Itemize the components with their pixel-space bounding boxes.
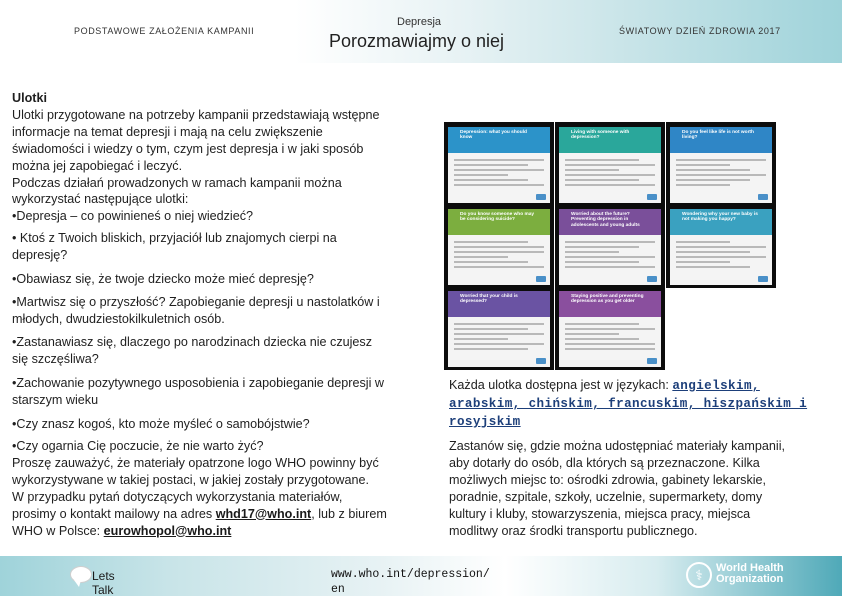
leaflet-title: Living with someone with depression?	[571, 130, 630, 141]
bullet-line: • Ktoś z Twoich bliskich, przyjaciół lub znajomych cierpi na	[12, 231, 337, 245]
campaign-basics-label: PODSTAWOWE ZAŁOŻENIA KAMPANII	[74, 26, 255, 36]
leaflet-card	[559, 291, 661, 367]
leaflet-band	[670, 209, 772, 235]
leaflet-thumbnail[interactable]	[666, 204, 776, 288]
distribution-line: możliwych miejsc to: ośrodki zdrowia, gabinety lekarskie,	[449, 472, 767, 487]
note-line: W przypadku pytań dotyczących wykorzystania materiałów,	[12, 489, 343, 504]
note-line: wykorzystywane w takiej postaci, w jakiej zostały przygotowane.	[12, 472, 369, 487]
leaflet-title: Do you feel like life is not worth living?	[682, 130, 754, 141]
leaflet-card	[670, 127, 772, 203]
leaflets-intro	[12, 90, 430, 225]
leaflet-text-lines	[454, 241, 544, 271]
leaflet-bullet	[12, 294, 430, 328]
leaflet-thumbnail[interactable]	[444, 122, 554, 206]
who-logo-icon	[647, 276, 657, 282]
intro-line: wykorzystać następujące ulotki:	[12, 192, 189, 207]
note-text: , lub z biurem	[311, 506, 387, 521]
bullet-line: się szczęśliwa?	[12, 351, 99, 366]
bullet-line: młodych, dwudziestokilkuletnich osób.	[12, 311, 225, 326]
bullet-line: •Martwisz się o przyszłość? Zapobieganie depresji u nastolatków i	[12, 295, 380, 309]
leaflet-band	[448, 291, 550, 317]
leaflet-card	[448, 209, 550, 285]
intro-line: Podczas działań prowadzonych w ramach kampanii można	[12, 175, 342, 190]
leaflet-bullet	[12, 375, 430, 409]
leaflet-bullet: •Obawiasz się, że twoje dziecko może mieć depresję?	[12, 272, 314, 286]
campaign-subtitle: Depresja	[397, 16, 442, 28]
leaflet-card	[670, 209, 772, 285]
leaflet-thumbnail[interactable]	[555, 286, 665, 370]
world-health-day-label: ŚWIATOWY DZIEŃ ZDROWIA 2017	[619, 26, 781, 36]
leaflet-band	[448, 127, 550, 153]
leaflet-title: Worried that your child is depressed?	[460, 294, 518, 305]
language-link-english[interactable]: angielskim,	[672, 379, 760, 393]
who-logo-icon	[758, 194, 768, 200]
languages-prefix: Każda ulotka dostępna jest w językach:	[449, 378, 673, 392]
note-text: prosimy o kontakt mailowy na adres	[12, 506, 216, 521]
depression-url-link[interactable]	[331, 567, 501, 596]
leaflet-thumbnail[interactable]	[555, 122, 665, 206]
bullet-line: •Zastanawiasz się, dlaczego po narodzinach dziecka nie czujesz	[12, 335, 373, 349]
lets-talk-text: Lets Talk	[92, 569, 115, 596]
leaflet-title: Worried about the future? Preventing depression in adolescents and young adults	[571, 212, 640, 228]
leaflet-bullet: •Depresja – co powinieneś o niej wiedzieć?	[12, 209, 254, 224]
leaflet-band	[559, 291, 661, 317]
leaflet-title: Wondering why your new baby is not making you happy?	[682, 212, 758, 223]
who-name-line: World Health	[716, 562, 784, 574]
intro-line: informacje na temat depresji i mają na celu zwiększenie	[12, 124, 323, 139]
languages-line	[449, 395, 829, 413]
leaflet-thumbnail[interactable]	[444, 286, 554, 370]
bullet-line: starszym wieku	[12, 392, 99, 407]
note-line: Proszę zauważyć, że materiały opatrzone logo WHO powinny być	[12, 455, 379, 470]
leaflet-title: Do you know someone who may be considering suicide?	[460, 212, 535, 223]
who-logo-icon	[536, 276, 546, 282]
note-text: WHO w Polsce:	[12, 523, 104, 538]
leaflet-bullet	[12, 230, 430, 264]
note-line	[12, 523, 430, 540]
section-title: Ulotki	[12, 91, 47, 105]
leaflet-card	[448, 127, 550, 203]
intro-line: Ulotki przygotowane na potrzeby kampanii przedstawiają wstępne	[12, 107, 380, 122]
leaflet-bullet: •Czy znasz kogoś, kto może myśleć o samobójstwie?	[12, 417, 310, 431]
who-emblem-icon: ⚕	[686, 562, 712, 588]
leaflet-text-lines	[454, 323, 544, 353]
who-poland-email-link[interactable]: eurowhopol@who.int	[103, 523, 232, 538]
leaflet-card	[559, 209, 661, 285]
leaflet-text-lines	[565, 241, 655, 271]
intro-line: można jej zapobiegać i leczyć.	[12, 158, 183, 173]
who-logo-icon	[647, 358, 657, 364]
intro-line: świadomości i wiedzy o tym, czym jest depresja i w jaki sposób	[12, 141, 364, 156]
distribution-line: aby dotarły do osób, dla których są przeznaczone. Kilka	[449, 455, 760, 470]
leaflet-band	[559, 209, 661, 235]
language-link-russian[interactable]: rosyjskim	[449, 414, 521, 429]
bullet-line: depresję?	[12, 247, 68, 262]
leaflet-band	[559, 127, 661, 153]
url-line: en	[331, 583, 345, 596]
leaflet-card	[448, 291, 550, 367]
who-logo-icon	[647, 194, 657, 200]
leaflet-bullet	[12, 334, 430, 368]
leaflet-title: Depression: what you should know	[460, 130, 527, 141]
distribution-line: poradnie, szpitale, szkoły, uczelnie, supermarkety, domy	[449, 489, 763, 504]
languages-info	[449, 377, 829, 431]
who-logo-icon	[536, 358, 546, 364]
whd-email-link[interactable]: whd17@who.int	[215, 506, 312, 521]
leaflet-text-lines	[676, 159, 766, 189]
campaign-title: Porozmawiajmy o niej	[329, 31, 505, 51]
who-name-line: Organization	[716, 573, 784, 585]
url-line: www.who.int/depression/	[331, 568, 490, 581]
leaflet-text-lines	[676, 241, 766, 271]
distribution-line: kultury i kluby, stowarzyszenia, miejsca pracy, miejsca	[449, 506, 751, 521]
usage-note	[12, 438, 430, 539]
distribution-info	[449, 438, 829, 539]
note-line	[12, 506, 430, 523]
leaflet-text-lines	[565, 159, 655, 189]
who-logo-icon	[536, 194, 546, 200]
bullet-line: •Zachowanie pozytywnego usposobienia i zapobieganie depresji w	[12, 376, 384, 390]
leaflet-text-lines	[454, 159, 544, 189]
leaflet-thumbnail[interactable]	[444, 204, 554, 288]
speech-bubble-icon	[70, 566, 92, 583]
leaflet-thumbnail[interactable]	[666, 122, 776, 206]
who-logo-icon	[758, 276, 768, 282]
leaflet-band	[670, 127, 772, 153]
leaflet-thumbnail[interactable]	[555, 204, 665, 288]
leaflet-text-lines	[565, 323, 655, 353]
leaflet-bullet: •Czy ogarnia Cię poczucie, że nie warto żyć?	[12, 439, 264, 453]
languages-line	[449, 413, 829, 431]
leaflet-thumbnail-grid	[444, 122, 776, 370]
language-links[interactable]: arabskim, chińskim, francuskim, hiszpańskim i	[449, 396, 808, 411]
languages-line	[449, 377, 829, 395]
distribution-line: Zastanów się, gdzie można udostępniać materiały kampanii,	[449, 439, 786, 453]
leaflet-card	[559, 127, 661, 203]
distribution-line: modlitwy oraz środki transportu publicznego.	[449, 523, 698, 538]
leaflet-title: Staying positive and preventing depression as you get older	[571, 294, 644, 305]
leaflet-band	[448, 209, 550, 235]
who-name	[716, 563, 826, 585]
